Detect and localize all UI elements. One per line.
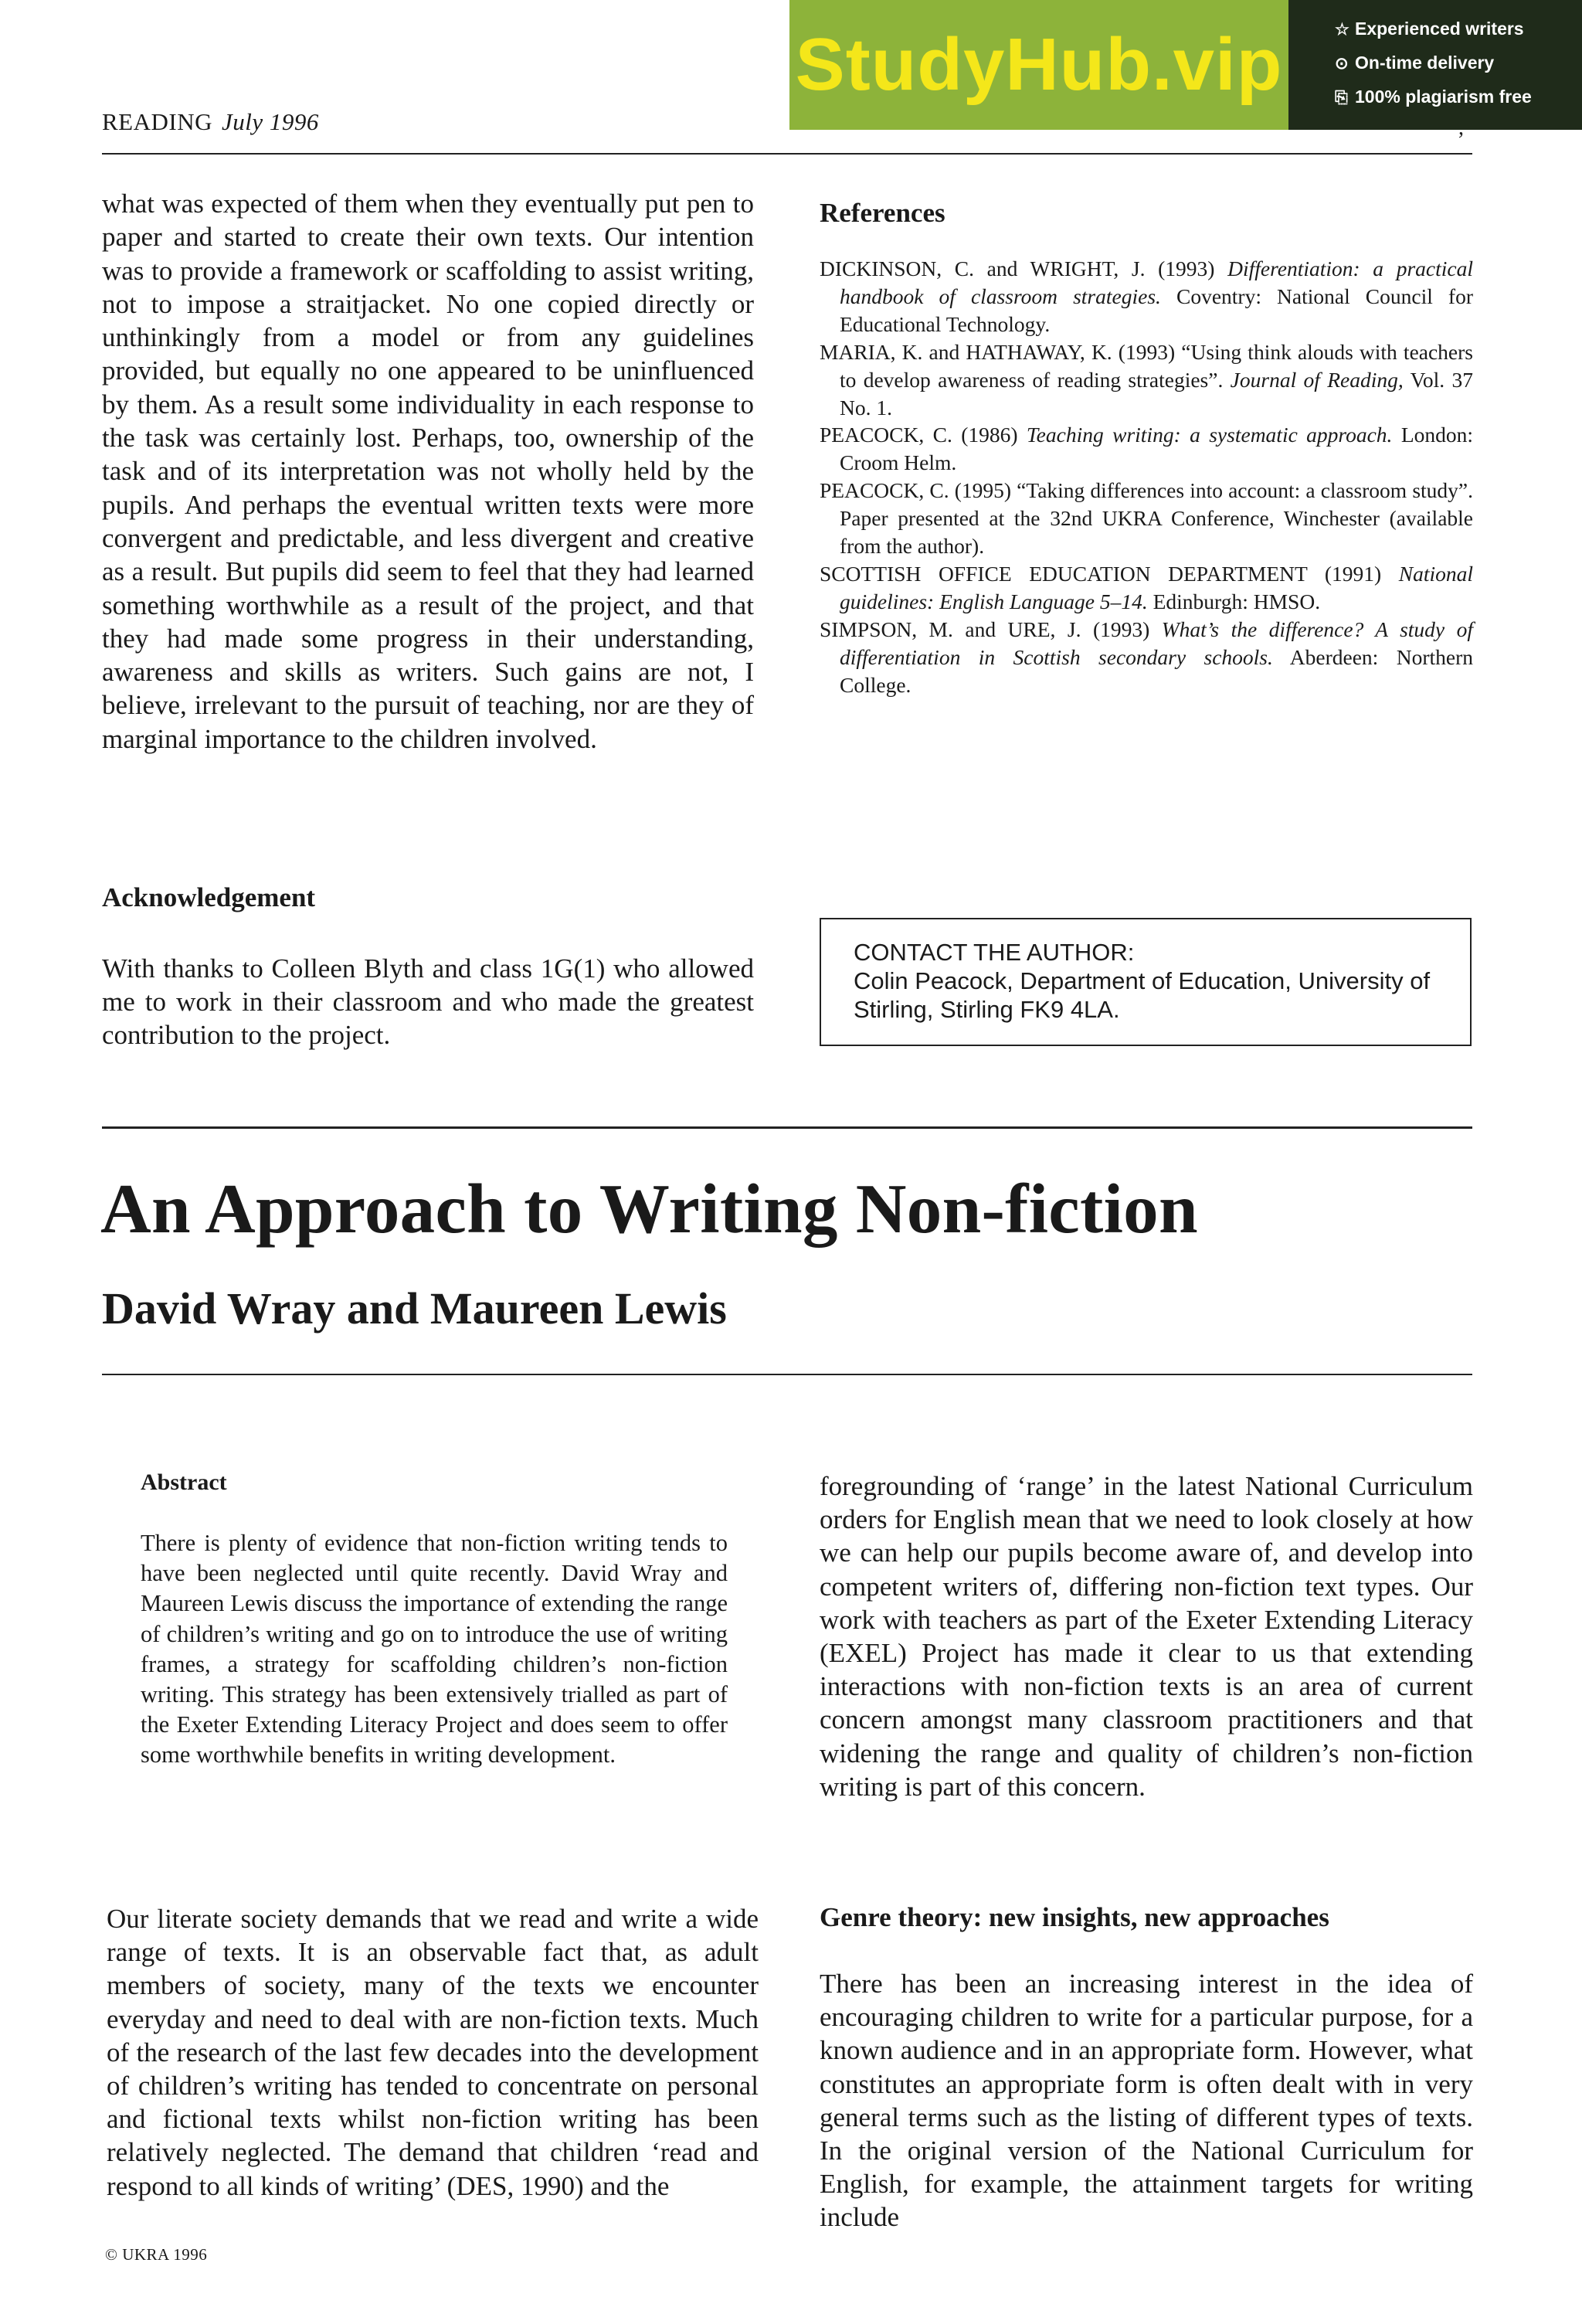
acknowledgement-text: With thanks to Colleen Blyth and class 1G(1) who allowed me to work in their classroom and who made the greatest contribution to the project. xyxy=(102,953,754,1050)
clock-icon: ⊙ xyxy=(1335,55,1349,73)
article-authors: David Wray and Maureen Lewis xyxy=(102,1283,727,1334)
authors-rule xyxy=(102,1374,1472,1375)
banner-feature-text: 100% plagiarism free xyxy=(1355,87,1532,107)
banner-features-panel xyxy=(1288,0,1582,130)
header-rule xyxy=(102,153,1472,155)
genre-section-text: There has been an increasing interest in the idea of encouraging children to write for a particular purpose, for a known audience and in an appropriate form. However, what constitutes an appropriate form is often dealt with in very general terms such as the listing of different types of texts. In the original version of the National Curriculum for English, for example, the attainment targets for writing include xyxy=(820,1969,1473,2233)
reference-item: PEACOCK, C. (1986) Teaching writing: a systematic approach. London: Croom Helm. xyxy=(820,423,1474,475)
contact-details: Colin Peacock, Department of Education, University of Stirling, Stirling FK9 4LA. xyxy=(854,967,1431,1023)
banner-logo[interactable]: StudyHub.vip xyxy=(795,23,1283,106)
previous-article-closing-paragraph: what was expected of them when they eventually put pen to paper and started to create their own texts. Our intention was to provide a framework or scaffolding to assist writing, not to impose a straitjacket. No one copied directly or unthinkingly from a model or from any guidelines provided, but equally no one appeared to be uninfluenced by them. As a result some individuality in each response to the task was certainly lost. Perhaps, too, ownership of the task and of its interpretation was not wholly held by the pupils. And perhaps the eventual written texts were more convergent and predictable, and less divergent and creative as a result. But pupils did seem to feel that they had learned something worthwhile as a result of the project, and that they had made some progress in their understanding, awareness and skills as writers. Such gains are not, I believe, irrelevant to the pursuit of teaching, nor are they of marginal importance to the children involved. xyxy=(102,189,754,754)
article-title: An Approach to Writing Non-fiction xyxy=(100,1170,1198,1248)
reference-item: DICKINSON, C. and WRIGHT, J. (1993) Differentiation: a practical handbook of classroom strategies. Coventry: National Council for Educational Technology. xyxy=(820,257,1473,336)
star-icon: ☆ xyxy=(1335,21,1349,39)
intro-paragraph: Our literate society demands that we read and write a wide range of texts. It is an observable fact that, as adult members of society, many of the texts we encounter everyday and need to deal with are non-fiction texts. Much of the research of the last few decades into the development of children’s writing has tended to concentrate on personal and fictional texts whilst non-fiction writing has been relatively neglected. The demand that children ‘read and respond to all kinds of writing’ (DES, 1990) and the xyxy=(107,1904,759,2201)
contact-label: CONTACT THE AUTHOR: xyxy=(854,939,1135,966)
journal-name: READING xyxy=(102,108,212,135)
banner-feature xyxy=(1335,19,1582,39)
copyright-notice: © UKRA 1996 xyxy=(105,2245,208,2264)
genre-section-heading: Genre theory: new insights, new approaches xyxy=(820,1902,1329,1932)
banner-feature xyxy=(1335,53,1582,73)
reference-list xyxy=(820,255,1473,699)
running-header xyxy=(102,108,319,136)
issue-date: July 1996 xyxy=(222,108,319,135)
intro-paragraph-continued: foregrounding of ‘range’ in the latest National Curriculum orders for English mean that we need to look closely at how we can help our pupils become aware of, and develop into competent writers of, differing non-fiction text types. Our work with teachers as part of the Exeter Extending Literacy (EXEL) Project has made it clear to us that extending interactions with non-fiction texts is an area of current concern amongst many classroom practitioners and that widening the range and quality of children’s non-fiction writing is part of this concern. xyxy=(820,1471,1473,1802)
title-rule xyxy=(102,1126,1472,1129)
abstract-text: There is plenty of evidence that non-fiction writing tends to have been neglected until quite recently. David Wray and Maureen Lewis discuss the importance of extending the range of children’s writing and go on to introduce the use of writing frames, a strategy for scaffolding children’s non-fiction writing. This strategy has been extensively trialled as part of the Exeter Extending Literacy Project and does seem to offer some worthwhile benefits in writing development. xyxy=(141,1530,728,1768)
references-heading: References xyxy=(820,198,945,228)
reference-item: PEACOCK, C. (1995) “Taking differences into account: a classroom study”. Paper presented at the 32nd UKRA Conference, Winchester (available from the author). xyxy=(820,478,1473,559)
banner-feature xyxy=(1335,87,1582,107)
contact-author-box xyxy=(820,918,1472,1046)
ad-banner[interactable] xyxy=(789,0,1582,130)
abstract-heading: Abstract xyxy=(141,1469,227,1495)
acknowledgement-heading: Acknowledgement xyxy=(102,882,316,912)
reference-item: SCOTTISH OFFICE EDUCATION DEPARTMENT (1991) National guidelines: English Language 5–14. Edinburgh: HMSO. xyxy=(820,561,1473,613)
banner-brand-panel[interactable] xyxy=(789,0,1288,130)
banner-feature-text: On-time delivery xyxy=(1355,53,1495,73)
banner-feature-text: Experienced writers xyxy=(1355,19,1524,39)
document-check-icon: ⎘ xyxy=(1335,89,1348,107)
contact-author-text xyxy=(854,938,1448,1024)
reference-item: SIMPSON, M. and URE, J. (1993) What’s the difference? A study of differentiation in Scottish secondary schools. Aberdeen: Northern College. xyxy=(820,617,1473,697)
reference-item: MARIA, K. and HATHAWAY, K. (1993) “Using think alouds with teachers to develop awareness of reading strategies”. Journal of Reading, Vol. 37 No. 1. xyxy=(820,339,1473,420)
